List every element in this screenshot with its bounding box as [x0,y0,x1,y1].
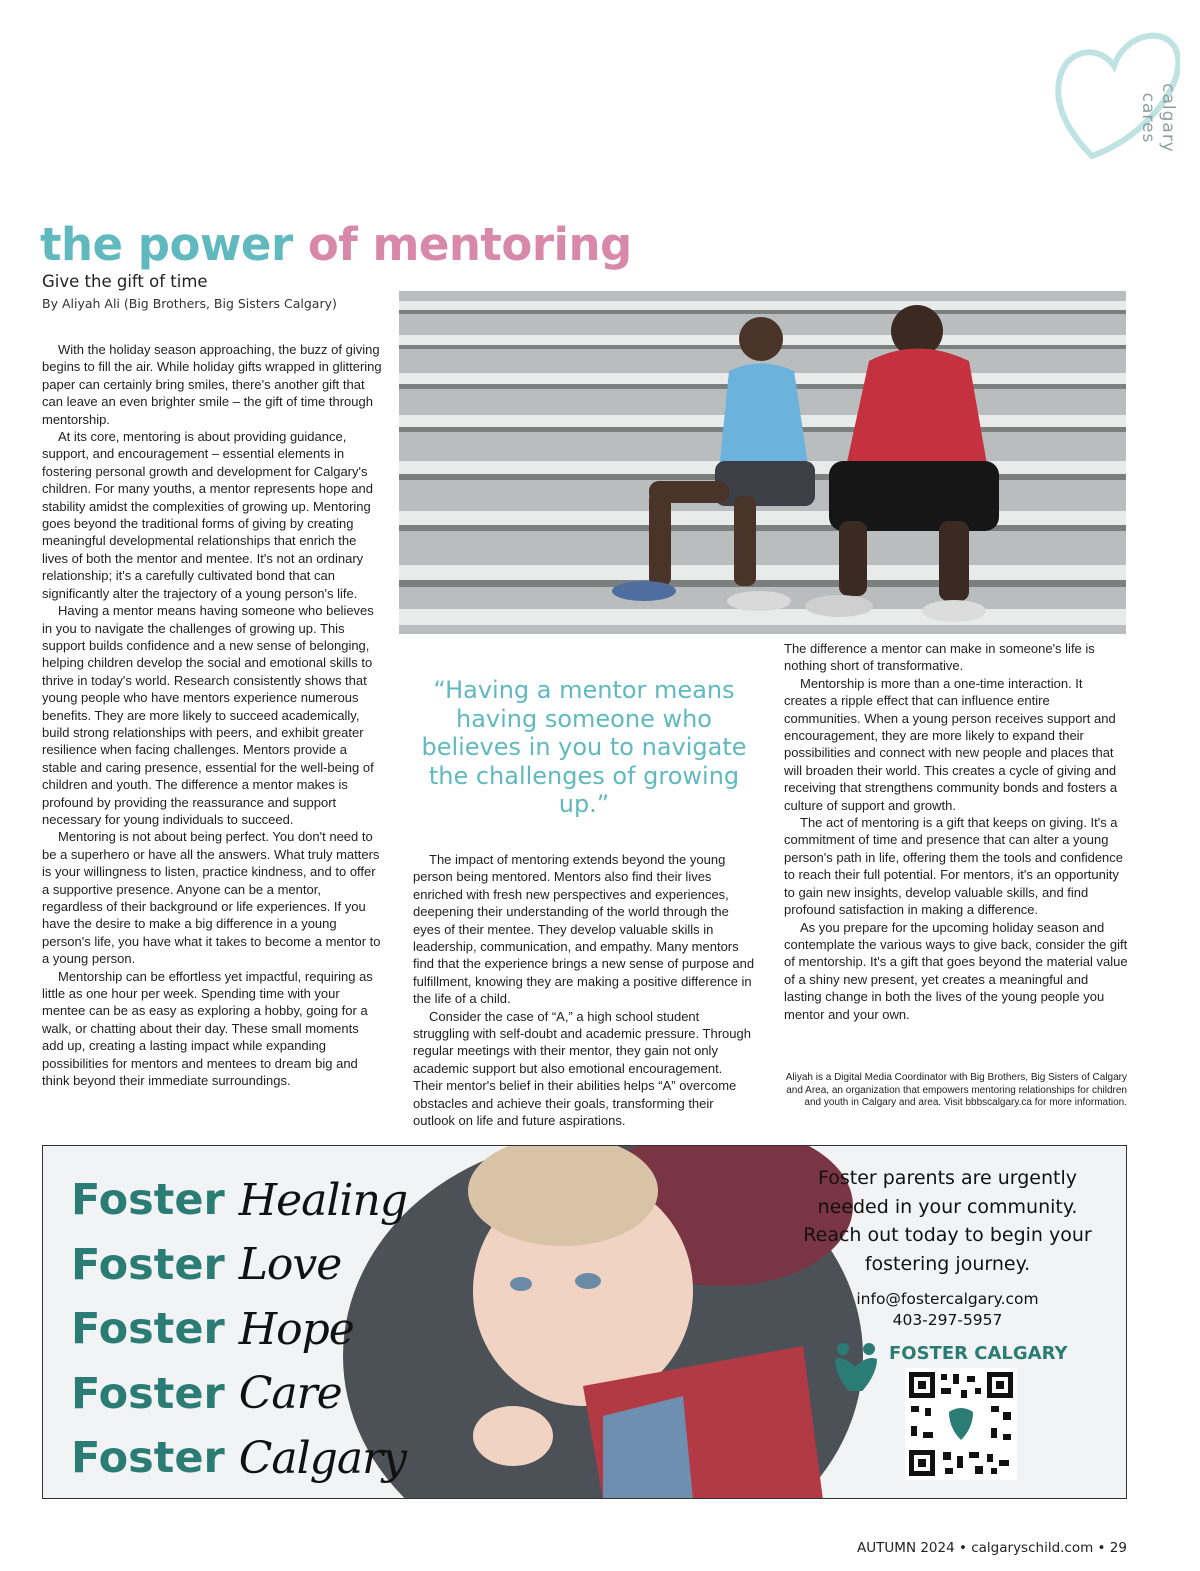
foster-word: Foster [71,1433,225,1484]
article-title [40,218,632,271]
foster-row [71,1362,407,1427]
foster-item: Love [238,1239,342,1291]
qr-code-icon[interactable] [905,1368,1017,1480]
paragraph: Consider the case of “A,” a high school student struggling with self-doubt and academic pressure. Through regular meetings with their mentor, they gain not only academic support but also emotional encouragement. Their mentor's belief in their abilities helps “A” overcome obstacles and achieve their goals, transforming their outlook on life and future aspirations. [413,1008,751,1129]
foster-row [71,1233,407,1298]
foster-row [71,1168,407,1233]
paragraph: Mentorship is more than a one-time interaction. It creates a ripple effect that can influence entire communities. When a young person receives support and encouragement, they are more likely to expand their possibilities and connect with new people and places that will broaden their world. This creates a cycle of giving and receiving that strengthens community bonds and fosters a culture of support and growth. [784,675,1118,813]
foster-list [71,1168,407,1491]
foster-row [71,1297,407,1362]
paragraph: Mentoring is not about being perfect. You don't need to be a superhero or have all the answers. What truly matters is your willingness to listen, practice kindness, and to offer a supportive presence. Anyone can be a mentor, regardless of their background or life experiences. If you have the desire to make a big difference in a young person's life, you have what it takes to become a mentor to a young person. [42,829,381,967]
article-subtitle: Give the gift of time [42,272,208,291]
foster-calgary-ad[interactable] [42,1145,1127,1499]
ad-headline: Foster parents are urgently needed in your community. Reach out today to begin your fostering journey. [803,1167,1092,1275]
paragraph: Having a mentor means having someone who believes in you to navigate the challenges of growing up. This support builds confidence and a new sense of belonging, helping children develop the social and emotional skills to thrive in today's world. Research consistently shows that young people who have mentors experience numerous benefits. They are more likely to succeed academically, build strong relationships with peers, and exhibit greater resilience when facing challenges. Mentors provide a stable and caring presence, essential for the well-being of children and youth. The difference a mentor makes is profound by providing the reassurance and support necessary for young individuals to succeed. [42,603,374,827]
ad-logo-text: FOSTER CALGARY [889,1343,1068,1364]
foster-item: Healing [238,1174,407,1226]
paragraph: With the holiday season approaching, the buzz of giving begins to fill the air. While holiday gifts wrapped in glittering paper can certainly bring smiles, there's another gift that can leave an even brighter smile – the gift of time through mentorship. [42,342,382,427]
paragraph: The act of mentoring is a gift that keeps on giving. It's a commitment of time and presence that can alter a young person's path in life, offering them the tools and confidence to reach their full potential. For mentors, it's an opportunity to gain new insights, develop valuable skills, and find profound satisfaction in making a difference. [784,815,1124,918]
paragraph: The difference a mentor can make in someone's life is nothing short of transformative. [784,641,1095,674]
paragraph: Mentorship can be effortless yet impactful, requiring as little as one hour per week. Spending time with your mentee can be as easy as exploring a hobby, going for a walk, or chatting about their day. These small moments add up, creating a lasting impact while expanding possibilities for mentors and mentees to dream big and think beyond their immediate surroundings. [42,968,373,1089]
ad-phone[interactable]: 403-297-5957 [892,1311,1003,1329]
article-column-2 [413,851,755,1130]
title-part-1: the power [40,218,308,271]
ad-text [795,1164,1100,1329]
article-photo [399,291,1126,634]
ad-email[interactable]: info@fostercalgary.com [856,1290,1039,1308]
article-byline: By Aliyah Ali (Big Brothers, Big Sisters Calgary) [42,296,337,311]
section-tag: calgary cares [1138,83,1178,153]
paragraph: As you prepare for the upcoming holiday season and contemplate the various ways to give back, consider the gift of mentorship. It's a gift that goes beyond the material value of a shiny new present, yet creates a meaningful and lasting change in both the lives of the young people you mentor and your own. [784,919,1128,1022]
paragraph: At its core, mentoring is about providing guidance, support, and encouragement – essential elements in fostering personal growth and development for Calgary's children. For many youths, a mentor represents hope and stability amidst the complexities of growing up. Mentoring goes beyond the traditional forms of giving by creating meaningful developmental relationships that enrich the lives of both the mentor and mentee. It's not an ordinary relationship; it's a carefully cultivated bond that can significantly alter the trajectory of a young person's life. [42,429,373,601]
foster-item: Care [238,1368,342,1420]
pull-quote: “Having a mentor means having someone who believes in you to navigate the challenges of growing up.” [421,676,747,818]
foster-word: Foster [71,1175,225,1226]
foster-item: Calgary [238,1432,406,1484]
article-column-1 [42,341,384,1089]
page-footer: AUTUMN 2024 • calgaryschild.com • 29 [857,1540,1127,1556]
title-part-2: of mentoring [307,218,632,271]
article-column-3 [784,640,1128,1023]
foster-word: Foster [71,1304,225,1355]
foster-row [71,1426,407,1491]
author-bio: Aliyah is a Digital Media Coordinator with Big Brothers, Big Sisters of Calgary and Area, an organization that empowers mentoring relationships for children and youth in Calgary and area. Visit bbbscalgary.ca for more information. [785,1072,1127,1108]
foster-item: Hope [238,1303,354,1355]
bleachers-photo-illustration [399,291,1126,634]
foster-word: Foster [71,1368,225,1419]
paragraph: The impact of mentoring extends beyond the young person being mentored. Mentors also find their lives enriched with fresh new perspectives and experiences, deepening their understanding of the world through the eyes of their mentee. They develop valuable skills in leadership, communication, and empathy. Many mentors find that the experience brings a new sense of purpose and fulfillment, knowing they are making a positive difference in the life of a child. [413,852,755,1007]
foster-word: Foster [71,1239,225,1290]
